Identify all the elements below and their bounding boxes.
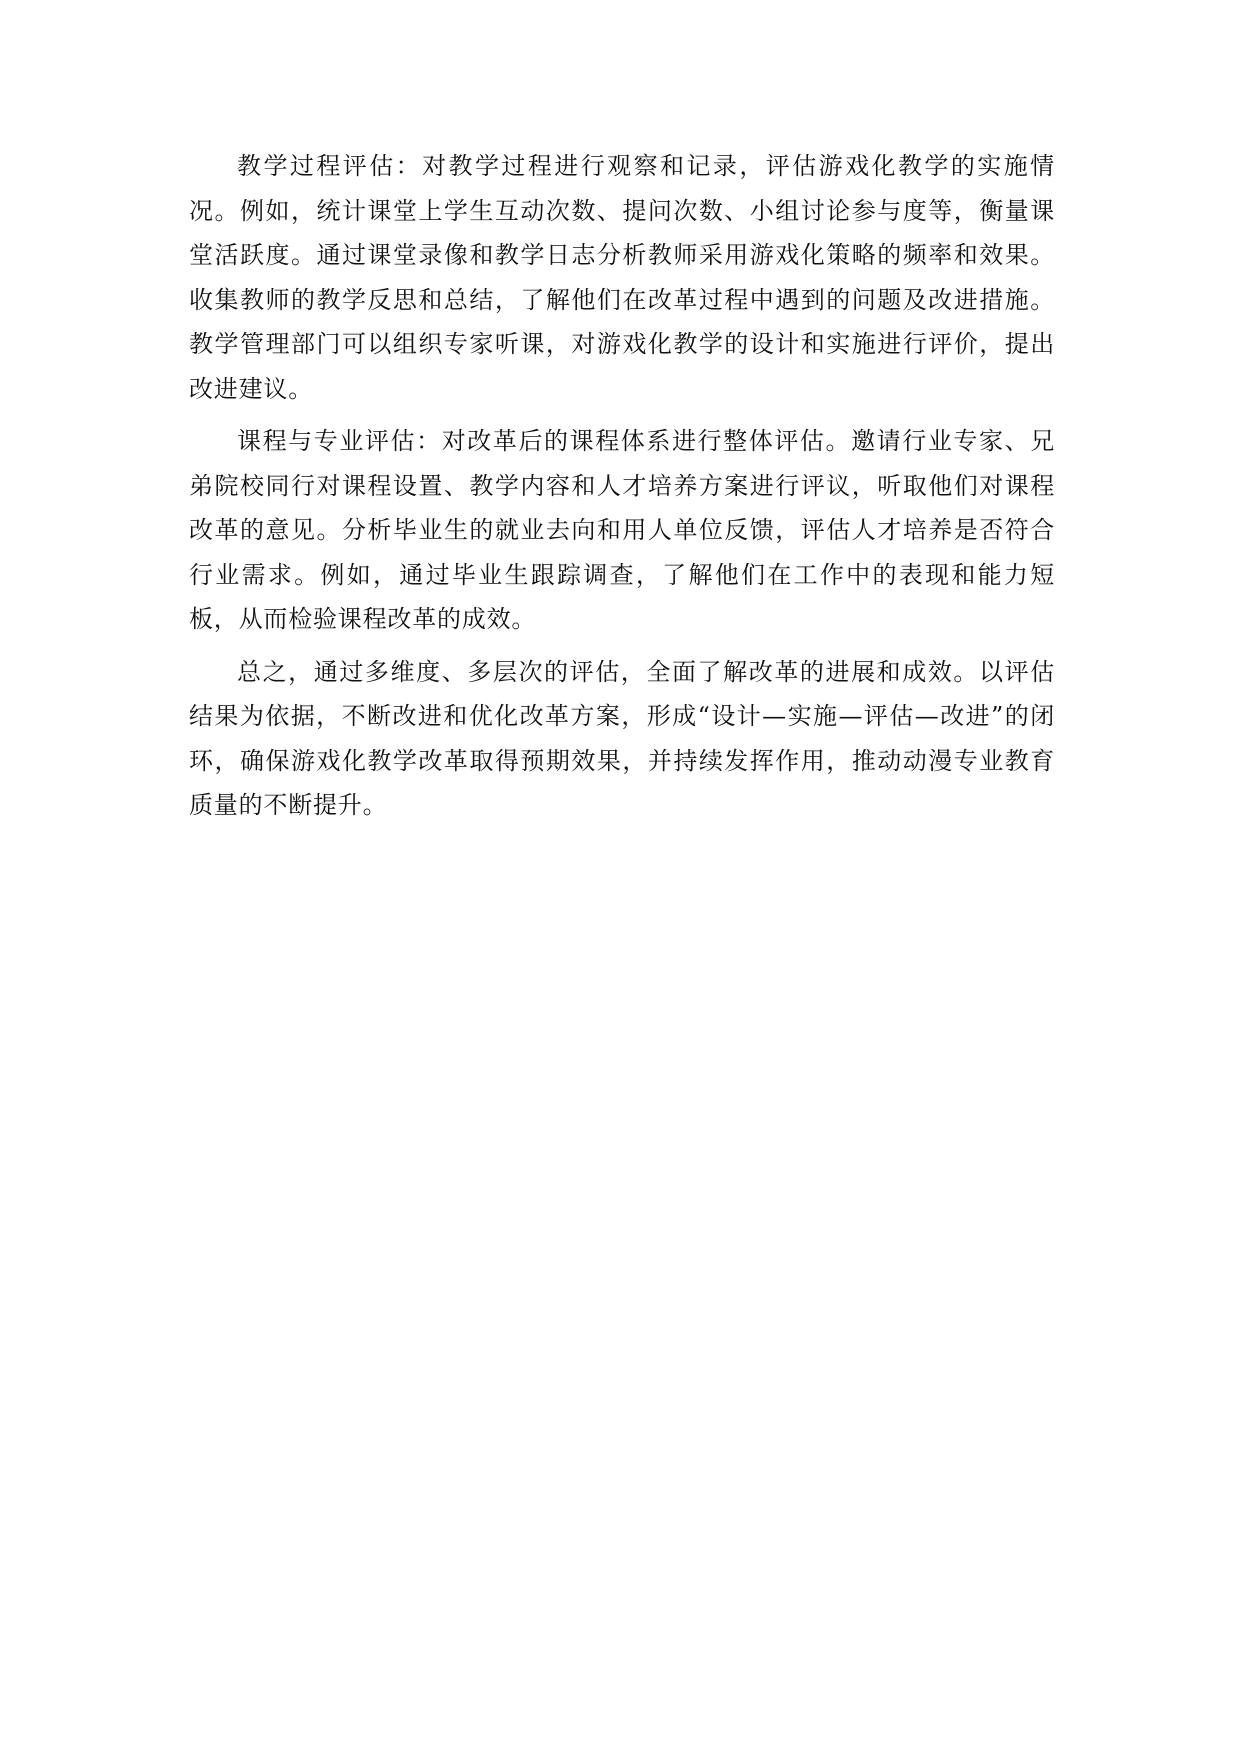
document-body <box>189 144 1055 836</box>
paragraph-course-and-major-evaluation: 课程与专业评估：对改革后的课程体系进行整体评估。邀请行业专家、兄弟院校同行对课程设置、教学内容和人才培养方案进行评议，听取他们对课程改革的意见。分析毕业生的就业去向和用人单位反馈，评估人才培养是否符合行业需求。例如，通过毕业生跟踪调查，了解他们在工作中的表现和能力短板，从而检验课程改革的成效。 <box>189 427 1055 633</box>
paragraph-summary: 总之，通过多维度、多层次的评估，全面了解改革的进展和成效。以评估结果为依据，不断改进和优化改革方案，形成“设计—实施—评估—改进”的闭环，确保游戏化教学改革取得预期效果，并持续发挥作用，推动动漫专业教育质量的不断提升。 <box>189 657 1055 819</box>
paragraph-teaching-process-evaluation: 教学过程评估：对教学过程进行观察和记录，评估游戏化教学的实施情况。例如，统计课堂上学生互动次数、提问次数、小组讨论参与度等，衡量课堂活跃度。通过课堂录像和教学日志分析教师采用游戏化策略的频率和效果。收集教师的教学反思和总结，了解他们在改革过程中遇到的问题及改进措施。教学管理部门可以组织专家听课，对游戏化教学的设计和实施进行评价，提出改进建议。 <box>189 152 1055 403</box>
